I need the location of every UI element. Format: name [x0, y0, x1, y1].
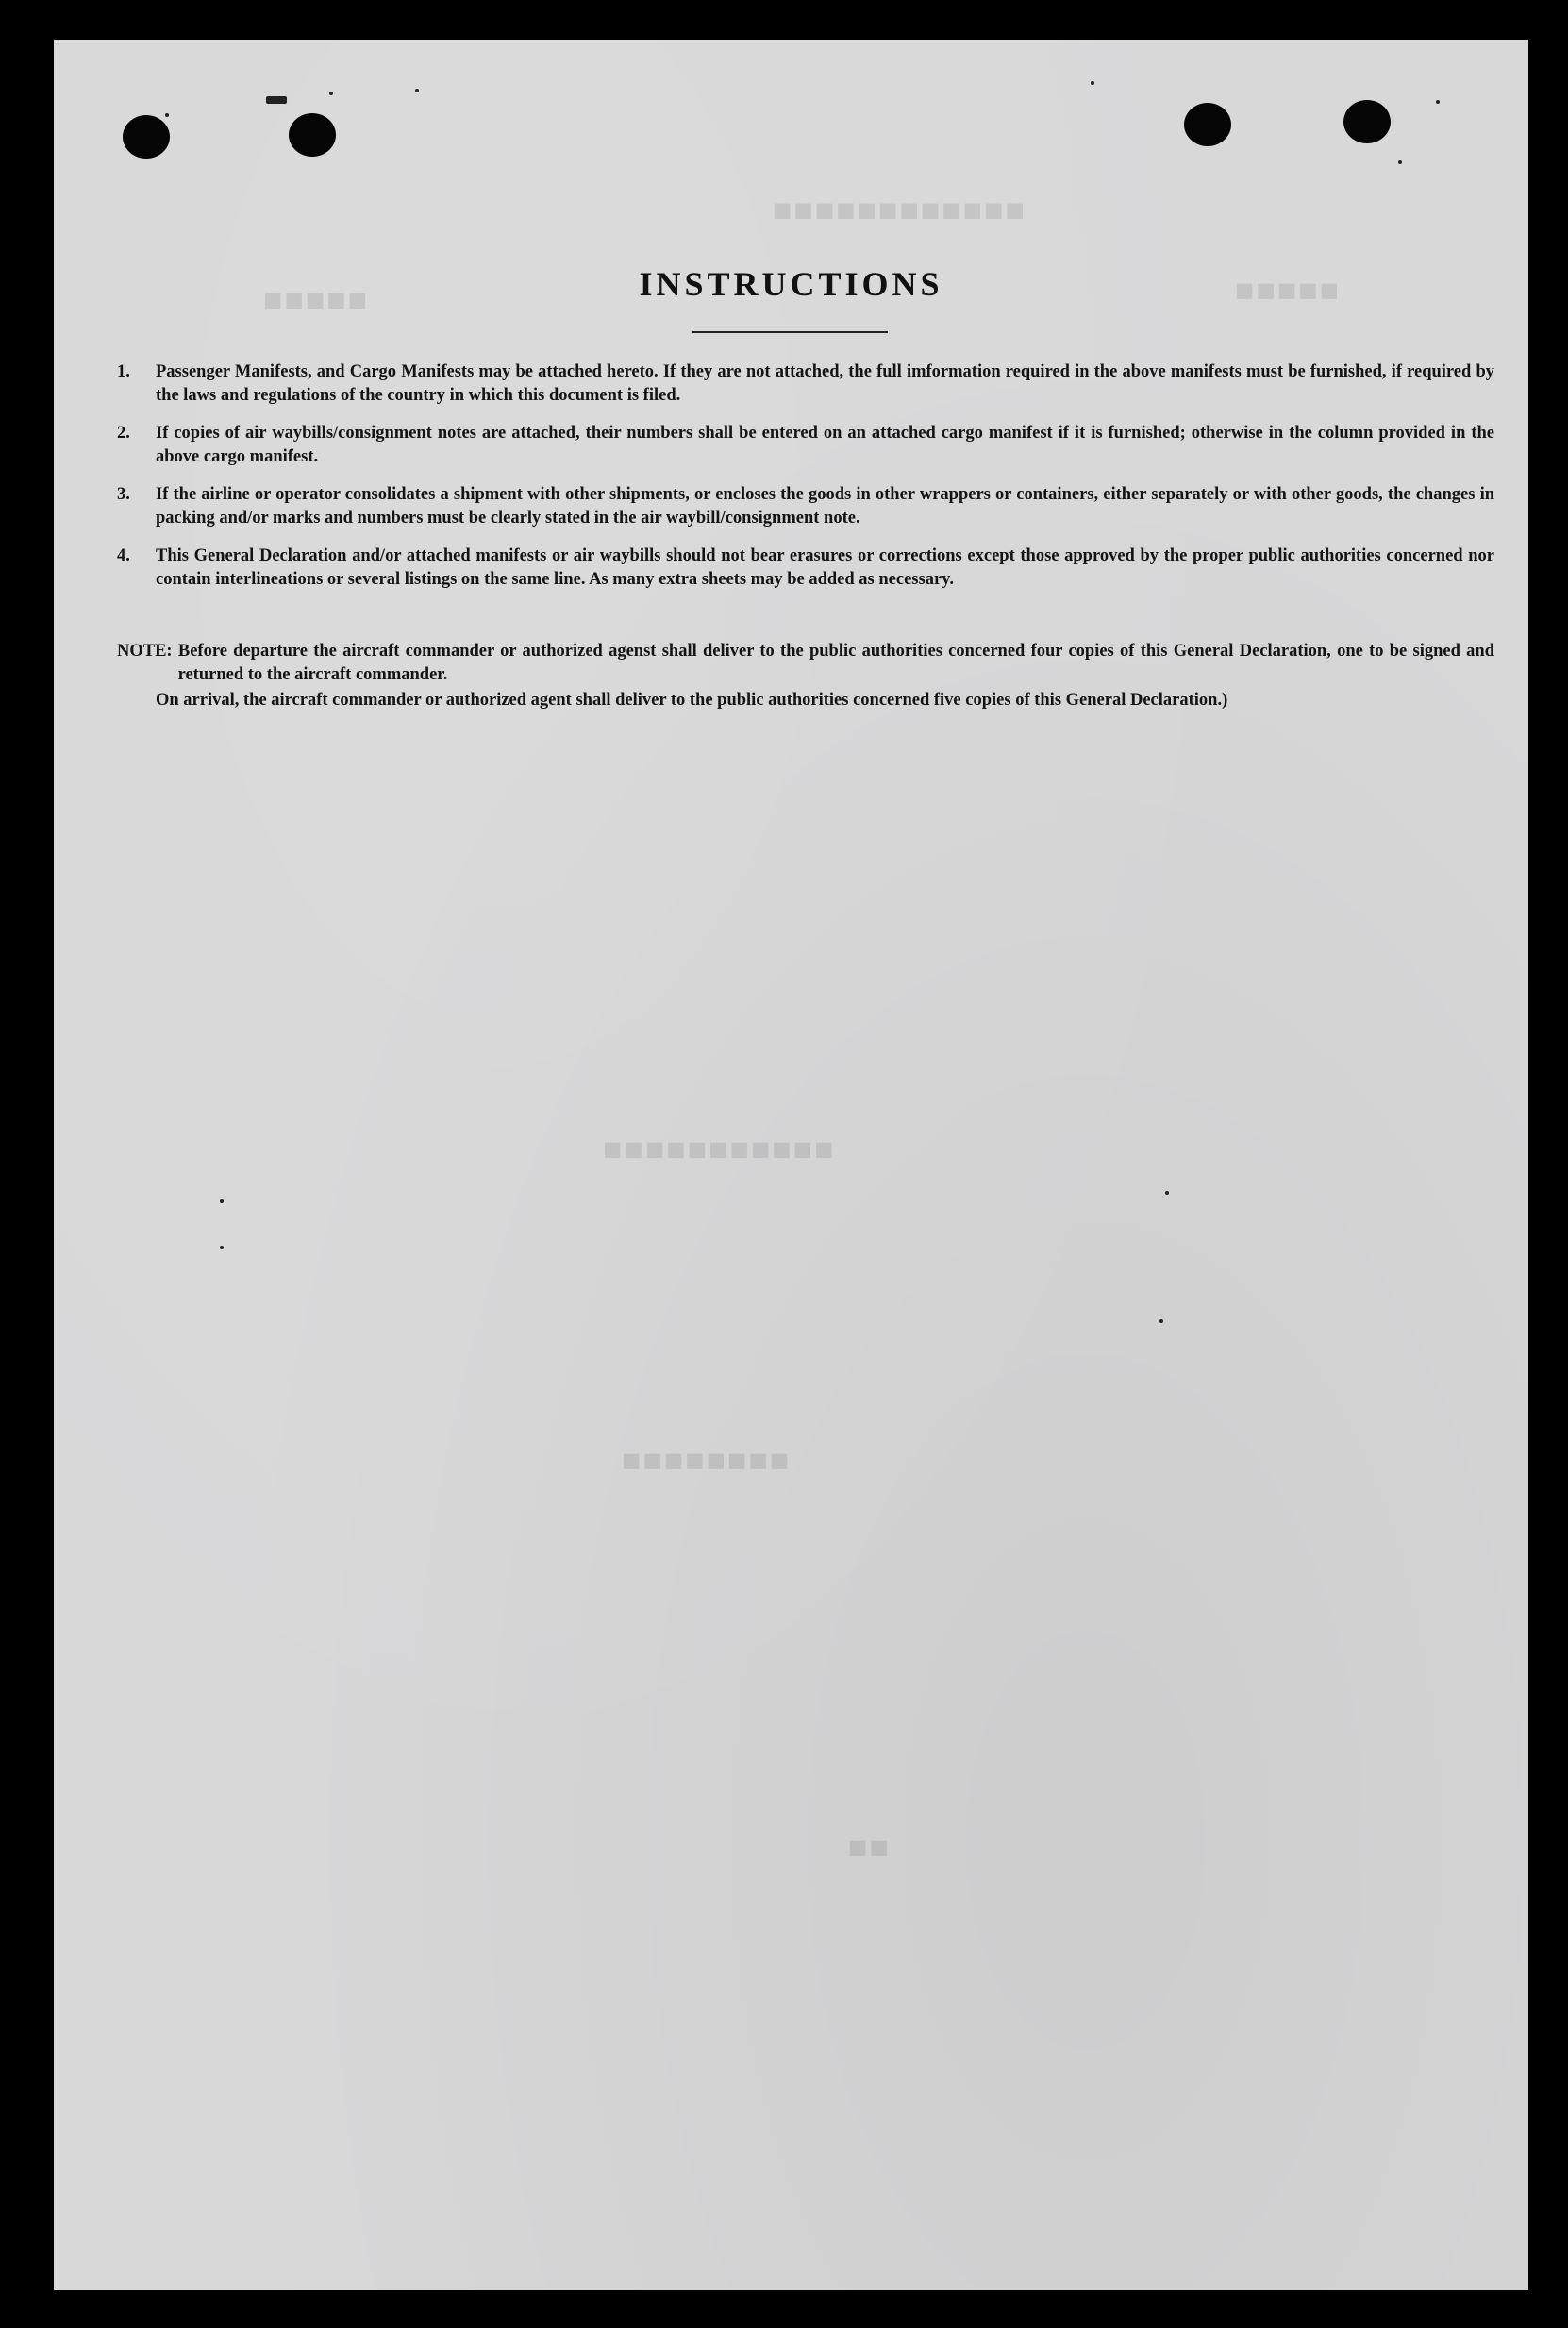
ink-speck — [165, 113, 169, 117]
punch-hole — [123, 115, 170, 159]
item-text: If the airline or operator consolidates a shipment with other shipments, or encloses the goods in other wrappers or containers, either separately or with other goods, the changes in packing and/or marks and numbers must be clearly stated in the air waybill/consignment note. — [156, 485, 1494, 528]
punch-hole — [289, 113, 336, 157]
item-number: 1. — [117, 362, 130, 381]
title-underline — [692, 331, 888, 333]
page-title: INSTRUCTIONS — [639, 265, 943, 303]
ink-speck — [1091, 81, 1094, 85]
instructions-list — [117, 360, 1494, 606]
reverse-side-bleed: ■■■■■■■■■■■■ — [771, 195, 1025, 231]
note-block — [117, 640, 1494, 712]
note-label: NOTE: — [117, 642, 173, 661]
list-item — [117, 483, 1494, 530]
punch-hole — [1184, 103, 1231, 146]
ink-speck — [1398, 160, 1402, 164]
note-arrival-paragraph — [117, 689, 1494, 712]
ink-speck — [220, 1199, 224, 1203]
list-item — [117, 544, 1494, 592]
note-departure-text: Before departure the aircraft commander or authorized agenst shall deliver to the public authorities concerned four copies of this General Declaration, one to be signed and returned to the aircraft commander. — [177, 642, 1494, 684]
note-departure-paragraph — [117, 640, 1494, 687]
item-text: Passenger Manifests, and Cargo Manifests may be attached hereto. If they are not attached, the full imformation required in the above manifests must be furnished, if required by the laws and regulations of the country in which this document is filed. — [156, 362, 1494, 405]
ink-speck — [1165, 1191, 1169, 1195]
ink-speck — [1159, 1319, 1163, 1323]
document-page — [54, 40, 1528, 2290]
list-item — [117, 360, 1494, 408]
item-text: If copies of air waybills/consignment notes are attached, their numbers shall be entered on an attached cargo manifest if it is furnished; otherwise in the column provided in the above cargo manifest. — [156, 424, 1494, 466]
item-number: 4. — [117, 546, 130, 565]
item-number: 3. — [117, 485, 130, 504]
reverse-side-bleed: ■■■■■ — [261, 285, 368, 321]
ink-speck — [1436, 100, 1440, 104]
list-item — [117, 422, 1494, 469]
punch-hole — [1343, 100, 1391, 143]
item-number: 2. — [117, 424, 130, 443]
item-text: This General Declaration and/or attached manifests or air waybills should not bear erasures or corrections except those approved by the proper public authorities concerned nor contain interlineations or several listings on the same line. As many extra sheets may be added as necessary. — [156, 546, 1494, 589]
reverse-side-bleed: ■■■■■■■■ — [620, 1446, 790, 1482]
ink-speck — [266, 96, 287, 104]
note-arrival-text: On arrival, the aircraft commander or authorized agent shall deliver to the public authorities concerned five copies of this General Declaration.) — [156, 691, 1228, 710]
ink-speck — [329, 92, 333, 95]
reverse-side-bleed: ■■■■■■■■■■■ — [601, 1134, 834, 1170]
reverse-side-bleed: ■■■■■ — [1233, 276, 1340, 311]
reverse-side-bleed: ■■ — [846, 1833, 889, 1868]
ink-speck — [415, 89, 419, 92]
ink-speck — [220, 1246, 224, 1249]
